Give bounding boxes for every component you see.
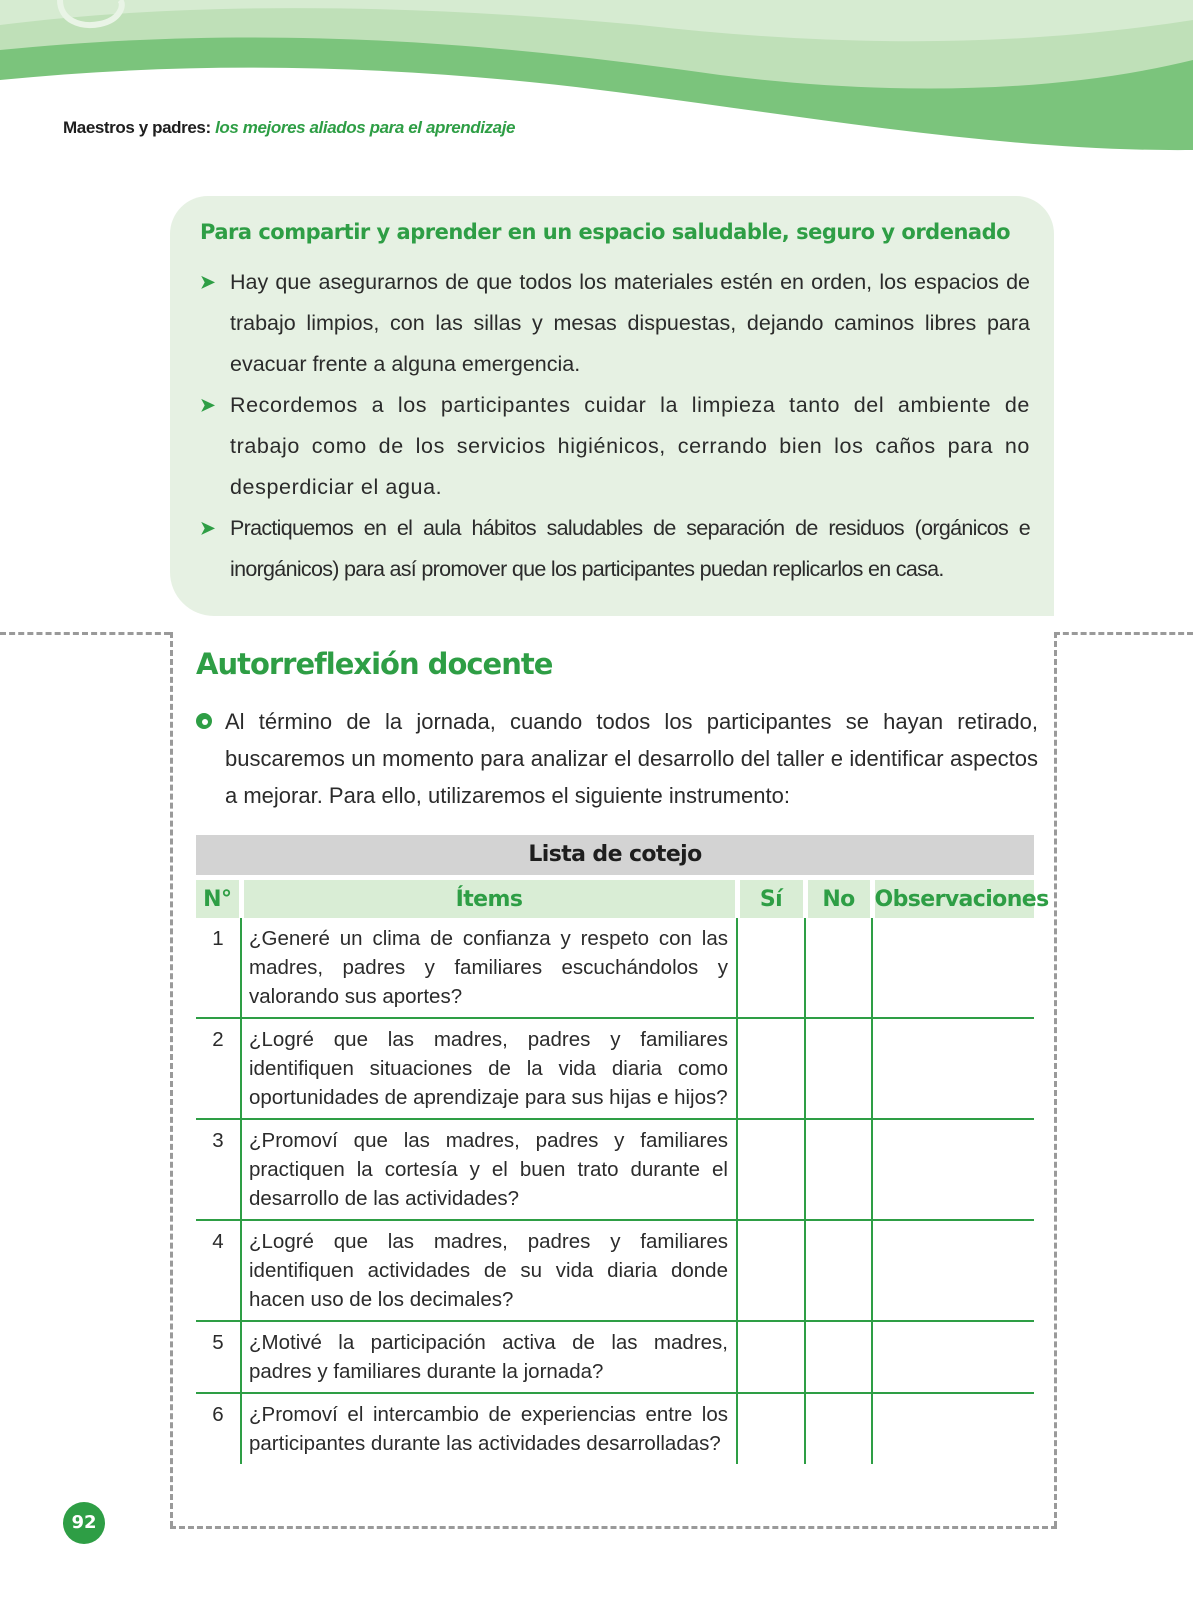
chevron-right-icon: ➤ — [200, 272, 216, 292]
dashed-divider-left — [0, 632, 170, 635]
table-row — [196, 918, 1034, 1018]
row-number: 4 — [196, 1220, 241, 1321]
tips-list — [200, 262, 1030, 590]
chevron-right-icon: ➤ — [200, 395, 216, 415]
chevron-right-icon: ➤ — [200, 518, 215, 538]
cell-no[interactable] — [805, 1018, 872, 1119]
table-row — [196, 1220, 1034, 1321]
cell-si[interactable] — [737, 918, 805, 1018]
bullet-circle-icon — [196, 713, 212, 729]
list-item — [200, 508, 1030, 590]
col-header-si: Sí — [737, 880, 805, 918]
checklist-table — [196, 835, 1049, 1464]
running-header-bold: Maestros y padres: — [63, 118, 211, 137]
running-header — [63, 118, 515, 138]
cell-no[interactable] — [805, 1119, 872, 1220]
table-row — [196, 1018, 1034, 1119]
row-item: ¿Motivé la participación activa de las madres, padres y familiares durante la jornada? — [241, 1321, 737, 1393]
row-item: ¿Promoví el intercambio de experiencias entre los participantes durante las actividades desarrolladas? — [241, 1393, 737, 1464]
row-item: ¿Logré que las madres, padres y familiares identifiquen actividades de su vida diaria donde hacen uso de los decimales? — [241, 1220, 737, 1321]
cell-si[interactable] — [737, 1321, 805, 1393]
tips-box-title: Para compartir y aprender en un espacio saludable, seguro y ordenado — [200, 220, 1011, 244]
cell-observaciones[interactable] — [872, 1321, 1034, 1393]
page-number-badge: 92 — [63, 1502, 105, 1544]
list-item — [200, 385, 1030, 508]
col-header-no: No — [805, 880, 872, 918]
cell-no[interactable] — [805, 1220, 872, 1321]
cell-no[interactable] — [805, 918, 872, 1018]
table-row — [196, 1393, 1034, 1464]
cell-observaciones[interactable] — [872, 1018, 1034, 1119]
tip-text: Hay que asegurarnos de que todos los materiales estén en orden, los espacios de trabajo limpios, con las sillas y mesas dispuestas, dejando caminos libres para evacuar frente a alguna emergencia. — [230, 270, 1030, 376]
row-item: ¿Logré que las madres, padres y familiares identifiquen situaciones de la vida diaria como oportunidades de aprendizaje para sus hijas e hijos? — [241, 1018, 737, 1119]
cell-observaciones[interactable] — [872, 1119, 1034, 1220]
cell-si[interactable] — [737, 1119, 805, 1220]
intro-text: Al término de la jornada, cuando todos los participantes se hayan retirado, buscaremos un momento para analizar el desarrollo del taller e identificar aspectos a mejorar. Para ello, utilizaremos el siguiente instrumento: — [225, 709, 1038, 808]
list-item — [200, 262, 1030, 385]
cell-si[interactable] — [737, 1220, 805, 1321]
dashed-border-right — [1054, 632, 1057, 1527]
dashed-divider-right — [1054, 632, 1193, 635]
row-number: 1 — [196, 918, 241, 1018]
table-row — [196, 1321, 1034, 1393]
table-header-row — [196, 880, 1034, 918]
cell-no[interactable] — [805, 1393, 872, 1464]
col-header-num: N° — [196, 880, 241, 918]
running-header-italic: los mejores aliados para el aprendizaje — [215, 118, 516, 137]
row-number: 3 — [196, 1119, 241, 1220]
tip-text: Recordemos a los participantes cuidar la limpieza tanto del ambiente de trabajo como de los servicios higiénicos, cerrando bien los caños para no desperdiciar el agua. — [230, 393, 1030, 499]
cell-observaciones[interactable] — [872, 918, 1034, 1018]
dashed-border-bottom — [170, 1526, 1057, 1529]
table-caption: Lista de cotejo — [196, 835, 1034, 875]
tip-text: Practiquemos en el aula hábitos saludables de separación de residuos (orgánicos e inorgánicos) para así promover que los participantes puedan replicarlos en casa. — [230, 516, 1030, 581]
row-item: ¿Generé un clima de confianza y respeto con las madres, padres y familiares escuchándolos y valorando sus aportes? — [241, 918, 737, 1018]
table-row — [196, 1119, 1034, 1220]
row-number: 2 — [196, 1018, 241, 1119]
cell-observaciones[interactable] — [872, 1220, 1034, 1321]
section-title: Autorreflexión docente — [196, 647, 553, 681]
cell-observaciones[interactable] — [872, 1393, 1034, 1464]
col-header-items: Ítems — [241, 880, 737, 918]
dashed-border-left — [170, 632, 173, 1527]
col-header-observaciones: Observaciones — [872, 880, 1034, 918]
cell-si[interactable] — [737, 1018, 805, 1119]
intro-paragraph — [196, 703, 1038, 814]
row-number: 5 — [196, 1321, 241, 1393]
row-item: ¿Promoví que las madres, padres y familiares practiquen la cortesía y el buen trato durante el desarrollo de las actividades? — [241, 1119, 737, 1220]
cell-no[interactable] — [805, 1321, 872, 1393]
row-number: 6 — [212, 1403, 224, 1426]
cell-si[interactable] — [737, 1393, 805, 1464]
